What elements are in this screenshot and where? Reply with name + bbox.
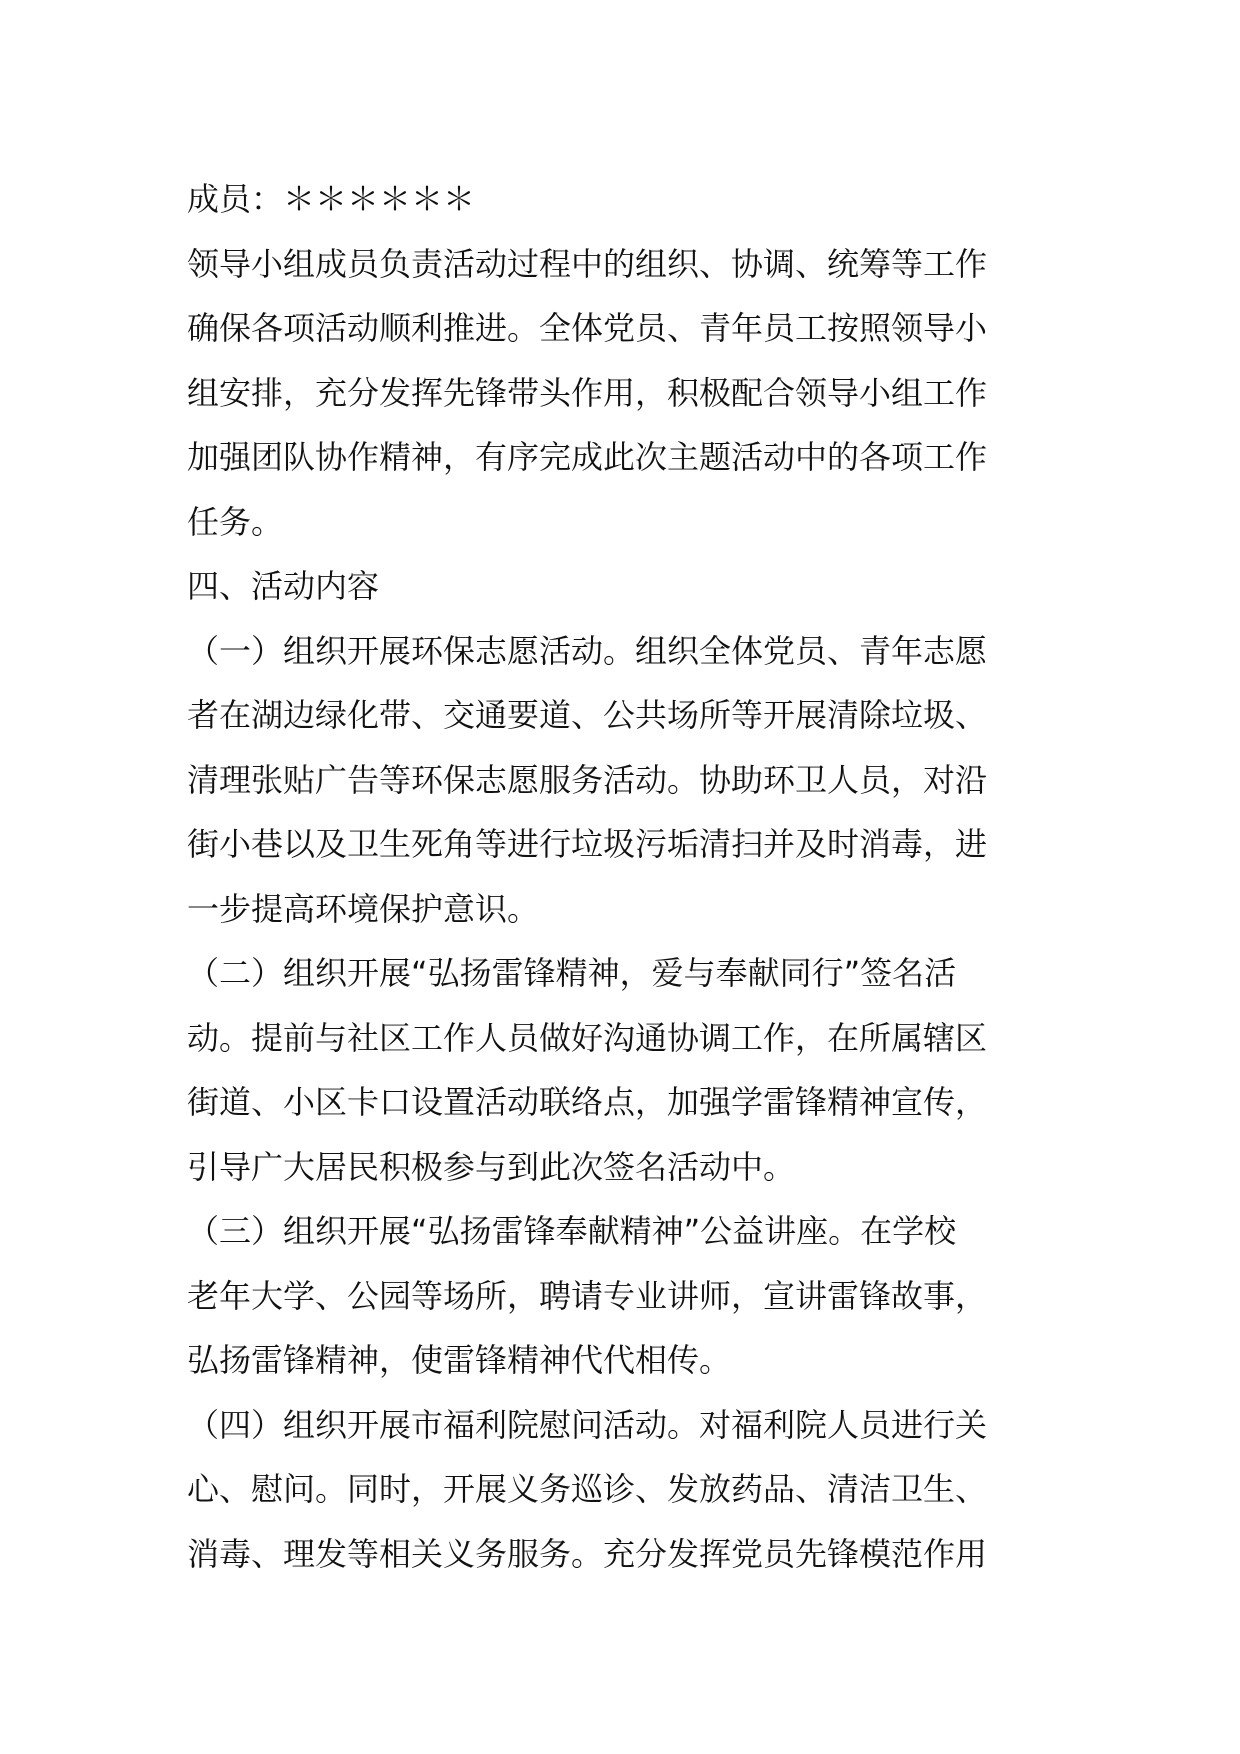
paragraph-line: （四）组织开展市福利院慰问活动。对福利院人员进行关 — [187, 1405, 988, 1444]
paragraph-line: 街小巷以及卫生死角等进行垃圾污垢清扫并及时消毒，进 — [187, 825, 988, 863]
paragraph-line: 领导小组成员负责活动过程中的组织、协调、统筹等工作 — [187, 244, 988, 283]
paragraph-line: 老年大学、公园等场所，聘请专业讲师，宣讲雷锋故事， — [187, 1276, 988, 1315]
paragraph-line: 动。提前与社区工作人员做好沟通协调工作，在所属辖区 — [187, 1018, 988, 1057]
paragraph-line: 任务。 — [187, 502, 284, 541]
paragraph-line: 弘扬雷锋精神，使雷锋精神代代相传。 — [187, 1341, 732, 1379]
section-heading: 四、活动内容 — [187, 567, 380, 605]
paragraph-line: 一步提高环境保护意识。 — [187, 889, 540, 928]
paragraph-line: （二）组织开展“弘扬雷锋精神，爱与奉献同行”签名活 — [187, 954, 957, 992]
members-line: 成员：＊＊＊＊＊＊ — [187, 180, 476, 218]
paragraph-line: 清理张贴广告等环保志愿服务活动。协助环卫人员，对沿 — [187, 760, 988, 799]
paragraph-line: 引导广大居民积极参与到此次签名活动中。 — [187, 1147, 796, 1186]
paragraph-line: 加强团队协作精神，有序完成此次主题活动中的各项工作 — [187, 438, 988, 476]
document-body — [187, 167, 1057, 1586]
paragraph-line: 确保各项活动顺利推进。全体党员、青年员工按照领导小 — [187, 309, 988, 347]
paragraph-line: 者在湖边绿化带、交通要道、公共场所等开展清除垃圾、 — [187, 696, 988, 734]
paragraph-line: 消毒、理发等相关义务服务。充分发挥党员先锋模范作用 — [187, 1534, 988, 1573]
paragraph-line: 组安排，充分发挥先锋带头作用，积极配合领导小组工作 — [187, 373, 988, 412]
paragraph-line: （一）组织开展环保志愿活动。组织全体党员、青年志愿 — [187, 631, 988, 670]
paragraph-line: 心、慰问。同时，开展义务巡诊、发放药品、清洁卫生、 — [187, 1470, 988, 1508]
paragraph-line: 街道、小区卡口设置活动联络点，加强学雷锋精神宣传， — [187, 1083, 988, 1121]
paragraph-line: （三）组织开展“弘扬雷锋奉献精神”公益讲座。在学校 — [187, 1212, 957, 1250]
